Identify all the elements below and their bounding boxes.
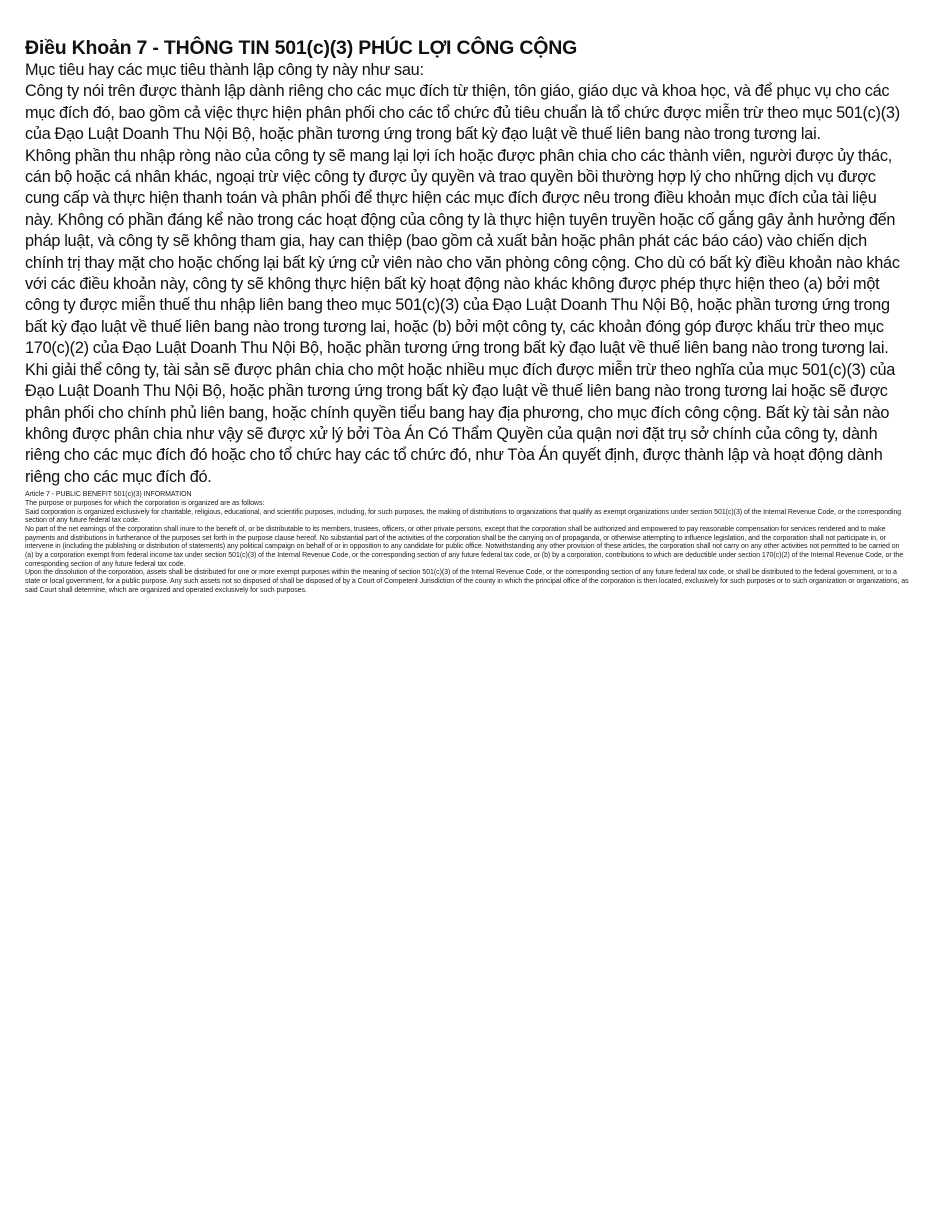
english-paragraph-earnings: No part of the net earnings of the corporation shall inure to the benefit of, or be distributable to its members, trustees, officers, or other private persons, except that the corporation shall be authorized and empowered to pay reasonable compensation for services rendered and to make payments and distributions in furtherance of the purposes set forth in the purpose clause hereof. No substantial part of the activities of the corporation shall be the carrying on of propaganda, or otherwise attempting to influence legislation, and the corporation shall not participate in, or intervene in (including the publishing or distribution of statements) any political campaign on behalf of or in opposition to any candidate for public office. Notwithstanding any other provision of these articles, the corporation shall not carry on any other activities not permitted to be carried on (a) by a corporation exempt from federal income tax under section 501(c)(3) of the Internal Revenue Code, or the corresponding section of any future federal tax code, or (b) by a corporation, contributions to which are deductible under section 170(c)(2) of the Internal Revenue Code, or the corresponding section of any future federal tax code. xyxy=(25,525,904,568)
english-paragraph-purpose: Said corporation is organized exclusively for charitable, religious, educational, and scientific purposes, including, for such purposes, the making of distributions to organizations that qualify as exempt organizations under section 501(c)(3) of the Internal Revenue Code, or the corresponding section of any future federal tax code. xyxy=(25,508,902,525)
english-intro: The purpose or purposes for which the corporation is organized are as follows: xyxy=(25,499,265,507)
english-original-section xyxy=(25,491,909,595)
document-page xyxy=(25,36,909,596)
vietnamese-paragraph-dissolution: Khi giải thể công ty, tài sản sẽ được phân chia cho một hoặc nhiều mục đích được miễn trừ theo nghĩa của mục 501(c)(3) của Đạo Luật Doanh Thu Nội Bộ, hoặc phần tương ứng trong bất kỳ đạo luật về thuế liên bang nào trong tương lai hoặc sẽ được phân phối cho chính phủ liên bang, hoặc chính quyền tiểu bang hay địa phương, cho mục đích công cộng. Bất kỳ tài sản nào không được phân chia như vậy sẽ được xử lý bởi Tòa Án Có Thẩm Quyền của quận nơi đặt trụ sở chính của công ty, dành riêng cho các mục đích đó hoặc cho tổ chức hay các tổ chức đó, như Tòa Án quyết định, được thành lập và hoạt động dành riêng cho các mục đích đó. xyxy=(25,360,896,486)
vietnamese-paragraph-earnings: Không phần thu nhập ròng nào của công ty sẽ mang lại lợi ích hoặc được phân chia cho các thành viên, người được ủy thác, cán bộ hoặc cá nhân khác, ngoại trừ việc công ty được ủy quyền và trao quyền bồi thường hợp lý cho những dịch vụ được cung cấp và thực hiện thanh toán và phân phối để thực hiện các mục đích được nêu trong điều khoản mục đích của tài liệu này. Không có phần đáng kể nào trong các hoạt động của công ty là thực hiện tuyên truyền hoặc cố gắng gây ảnh hưởng đến pháp luật, và công ty sẽ không tham gia, hay can thiệp (bao gồm cả xuất bản hoặc phân phát các báo cáo) vào chiến dịch chính trị thay mặt cho hoặc chống lại bất kỳ ứng cử viên nào cho văn phòng công cộng. Cho dù có bất kỳ điều khoản nào khác với các điều khoản này, công ty sẽ không thực hiện bất kỳ hoạt động nào khác không được phép thực hiện theo (a) bởi một công ty được miễn thuế thu nhập liên bang theo mục 501(c)(3) của Đạo Luật Doanh Thu Nội Bộ, hoặc phần tương ứng trong bất kỳ đạo luật về thuế liên bang nào trong tương lai, hoặc (b) bởi một công ty, các khoản đóng góp được khấu trừ theo mục 170(c)(2) của Đạo Luật Doanh Thu Nội Bộ, hoặc phần tương ứng trong bất kỳ đạo luật về thuế liên bang nào trong tương lai. xyxy=(25,146,900,358)
english-article-title: Article 7 - PUBLIC BENEFIT 501(c)(3) INFORMATION xyxy=(25,491,192,499)
vietnamese-article-title: Điều Khoản 7 - THÔNG TIN 501(c)(3) PHÚC LỢI CÔNG CỘNG xyxy=(25,37,578,59)
vietnamese-intro: Mục tiêu hay các mục tiêu thành lập công ty này như sau: xyxy=(25,61,424,79)
vietnamese-paragraph-purpose: Công ty nói trên được thành lập dành riêng cho các mục đích từ thiện, tôn giáo, giáo dục và khoa học, và để phục vụ cho các mục đích đó, bao gồm cả việc thực hiện phân phối cho các tổ chức đủ tiêu chuẩn là tổ chức được miễn trừ theo mục 501(c)(3) của Đạo Luật Doanh Thu Nội Bộ, hoặc phần tương ứng trong bất kỳ đạo luật về thuế liên bang nào trong tương lai. xyxy=(25,82,900,144)
english-paragraph-dissolution: Upon the dissolution of the corporation, assets shall be distributed for one or more exempt purposes within the meaning of section 501(c)(3) of the Internal Revenue Code, or the corresponding section of any future federal tax code, or shall be distributed to the federal government, or to a state or local government, for a public purpose. Any such assets not so disposed of shall be disposed of by a Court of Competent Jurisdiction of the county in which the principal office of the corporation is then located, exclusively for such purposes or to such organization or organizations, as said Court shall determine, which are organized and operated exclusively for such purposes. xyxy=(25,569,909,594)
